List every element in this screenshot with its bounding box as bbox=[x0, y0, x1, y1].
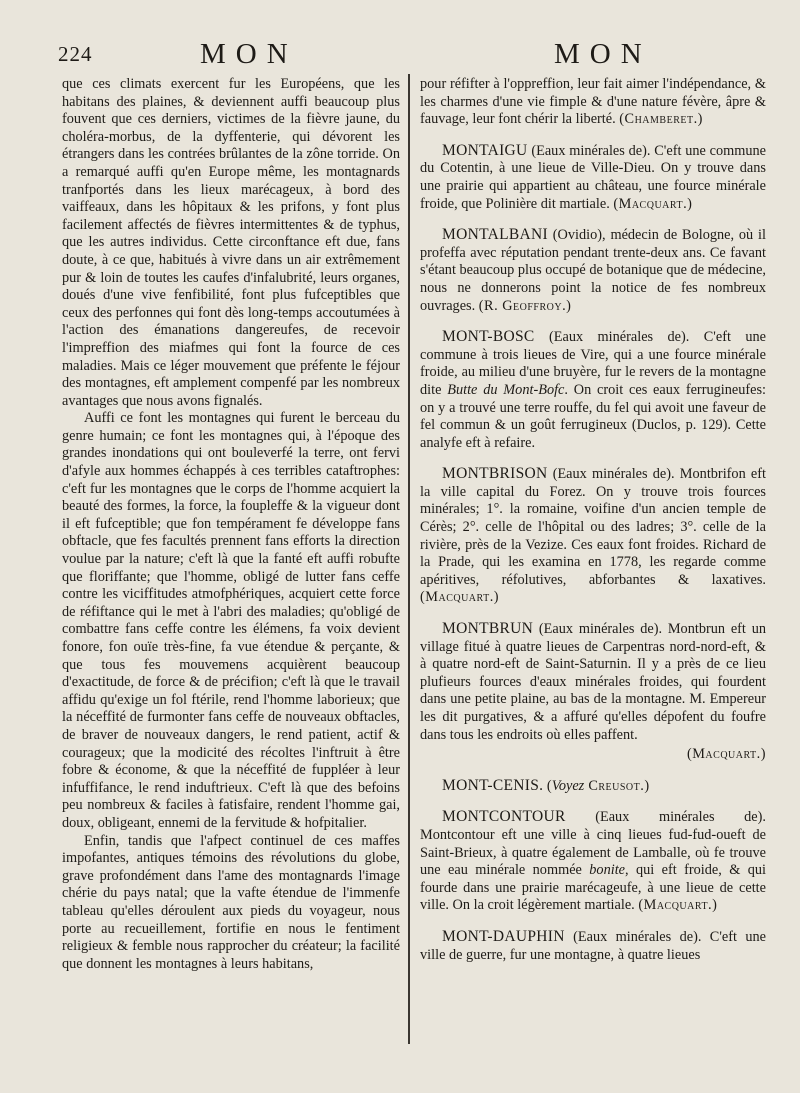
dictionary-entry bbox=[420, 620, 766, 764]
paragraph: Auffi ce font les montagnes qui furent le berceau du genre humain; ce font les montagnes qui, à l'époque des grandes inondations qui ont bouleverfé la terre, ont fervi d'afyle aux hommes échappés à ces terribles cataftrophes: c'eft fur les montagnes que le corps de l'homme acquiert la beauté des formes, la force, la foupleffe & la vigueur dont il eft fufceptible; que fon tempérament fe développe fans obftacle, que fes facultés prennent fans efforts la direction voulue par la nature; c'eft là que la fanté eft auffi robufte que floriffante; que l'homme, obligé de lutter fans ceffe contre les viciffitudes atmofphériques, acquiert cette force de réfiftance qui le met à l'abri des maladies; qu'obligé de combattre fans ceffe contre les élémens, fa voix devient fonore, fon ouïe très-fine, fa vue étendue & perçante, & que tous fes mouvemens acquièrent beaucoup d'exactitude, de force & de précifion; c'eft là que le travail affidu qu'exige un fol ftérile, rend l'homme laborieux; que la néceffité de furmonter fans ceffe de nouveaux obftacles, de braver de nouveaux dangers, le rend patient, actif & courageux; que la modicité des récoltes l'inftruit à être fobre & économe, & que la néceffité de fuppléer à leur infuffifance, le rend induftrieux. C'eft là que des befoins peu nombreux & faciles à fatisfaire, rendent l'homme gai, doux, obligeant, ennemi de la fervitude & hofpitalier. bbox=[62, 410, 400, 831]
dictionary-entry bbox=[420, 142, 766, 213]
dictionary-entry bbox=[420, 777, 766, 796]
left-column bbox=[62, 76, 400, 973]
dictionary-entry bbox=[420, 808, 766, 915]
entry-italic-term: bonite bbox=[589, 862, 626, 879]
dictionary-entry bbox=[420, 226, 766, 315]
paragraph: Enfin, tandis que l'afpect continuel de ces maffes impofantes, antiques témoins des révolutions du globe, grave profondément dans l'ame des montagnards l'image chérie du pays natal; que la vafte étendue de l'immenfe tableau qu'elles déroulent aux pieds du voyageur, nous porte au recueillement, fortifie en nous le fentiment religieux & femble nous rapprocher du créateur; la facilité que donnent les montagnes à leurs habitans, bbox=[62, 832, 400, 972]
entry-headword: MONTBRUN bbox=[442, 620, 534, 638]
entry-body: . On croit ces eaux ferrugineufes: on y a trouvé une terre rouffe, du fel qui avoit une faveur de fel commun & un goût ferrugineux (Duclos, p. 129). Cette analyfe eft à refaire. bbox=[420, 381, 767, 451]
right-column bbox=[420, 76, 766, 964]
entry-body-start: ( bbox=[546, 777, 552, 794]
column-divider bbox=[408, 74, 410, 1044]
dictionary-entry bbox=[420, 928, 766, 964]
entry-author: (Macquart.) bbox=[613, 195, 693, 212]
entry-body: , qui eft froide, & qui fourde dans une prairie marécageufe, à une lieue de cette ville. On la croit légèrement martiale. bbox=[420, 862, 766, 914]
cross-reference: Creusot.) bbox=[584, 777, 650, 794]
entry-author: (Macquart.) bbox=[420, 589, 500, 606]
paragraph: que ces climats exercent fur les Européens, que les habitans des plaines, & deviennent auffi beaucoup plus fouvent que ces derniers, victimes de la fièvre jaune, du choléra-morbus, de la dyffenterie, qui dévorent les étrangers dans les contrées brûlantes de la zône torride. On a remarqué auffi qu'en Europe même, les montagnards tranfportés dans les lieux marécageux, à bord des vaiffeaux, dans les hôpitaux & les prifons, y font plus facilement affectés de fièvres intermittentes & de typhus, que les autres individus. Cette circonftance eft due, fans doute, à ce que, habitués à vivre dans un air extrêmement pur & loin de toutes les caufes d'infalubrité, leurs organes, doués d'une vive fenfibilité, font plus fufceptibles que ceux des perfonnes qui font dès long-temps accoutumées à l'action des émanations dangereufes, de recevoir l'impreffion des miafmes qui font la fource de ces maladies. Mais ce léger mouvement que préfente le féjour des montagnes, eft amplement compenfé par les nombreux avantages que nous avons fignalés. bbox=[62, 76, 400, 409]
dictionary-entry bbox=[420, 465, 766, 607]
dictionary-entry bbox=[420, 328, 766, 452]
running-head-left: MON bbox=[200, 38, 298, 70]
entry-body: (Ovidio), médecin de Bologne, où il profeffa avec réputation pendant trente-deux ans. Ce favant s'étant beaucoup plus occupé de botanique que de médecine, nous ne donnerons point la notice de fes nombreux ouvrages. bbox=[420, 227, 766, 314]
entry-body: (Eaux minérales de). Montbrifon eft la ville capital du Forez. On y trouve trois fources minérales; 1°. la romaine, voifine d'un ancien temple de Cérès; 2°. celle de l'hôpital ou des ladres; 3°. celle de la rivière, près de la Vezize. Ces eaux font froides. Richard de la Prade, qui les examina en 1778, les regarde comme apéritives, réfolutives, abforbantes & laxatives. bbox=[420, 466, 766, 588]
entry-body: (Eaux minérales de). C'eft une commune du Cotentin, à une lieue de Ville-Dieu. On y trouve dans une prairie qui appartient au château, une fource minérale froide, que Polinière dit martiale. bbox=[420, 142, 767, 212]
entry-headword: MONT-DAUPHIN bbox=[442, 927, 565, 945]
entry-headword: MONT-CENIS. bbox=[442, 776, 544, 794]
entry-italic-term: Voyez bbox=[551, 777, 585, 794]
continuation-paragraph bbox=[420, 76, 766, 129]
entry-author: (Macquart.) bbox=[638, 897, 718, 914]
entry-headword: MONTALBANI bbox=[442, 226, 548, 244]
entry-body-start: (Eaux minérales de). Montcontour eft une ville à cinq lieues fud-fud-oueft de Saint-Brieux, à quatre également de Lamballe, où fe trouve une eau minérale nommée bbox=[420, 809, 766, 879]
page-header bbox=[58, 38, 774, 74]
entry-headword: MONTBRISON bbox=[442, 465, 548, 483]
entry-author: (Macquart.) bbox=[686, 746, 766, 763]
entry-author: (R. Geoffroy.) bbox=[478, 297, 572, 314]
entry-headword: MONT-BOSC bbox=[442, 328, 535, 346]
entry-body: (Eaux minérales de). Montbrun eft un village fitué à quatre lieues de Carpentras nord-nord-eft, & à quatre nord-eft de Saint-Saturnin. Il y a près de ce lieu plufieurs fources d'eaux minérales froides, qui fourdent dans une petite plaine, au bas de la montagne. M. Empereur les dit purgatives, & a affuré qu'elles dépofent du foufre dans tous les endroits où elles paffent. bbox=[420, 621, 766, 743]
entry-body-start: (Eaux minérales de). C'eft une commune à trois lieues de Vire, qui a une fource minérale froide, au milieu d'une bruyère, fur le revers de la montagne dite bbox=[420, 329, 767, 398]
entry-author: (Chamberet.) bbox=[619, 111, 703, 128]
running-head-right: MON bbox=[554, 38, 652, 70]
entry-body: (Eaux minérales de). C'eft une ville de guerre, fur une montagne, à quatre lieues bbox=[420, 928, 767, 963]
entry-italic-term: Butte du Mont-Bofc bbox=[447, 381, 565, 398]
continuation-text: pour réfifter à l'oppreffion, leur fait aimer l'indépendance, & les charmes d'une vie fimple & d'une nature févère, âpre & fauvage, leur font chérir la liberté. bbox=[420, 76, 766, 128]
page-number: 224 bbox=[58, 42, 93, 66]
entry-headword: MONTAIGU bbox=[442, 141, 528, 159]
entry-headword: MONTCONTOUR bbox=[442, 808, 566, 826]
